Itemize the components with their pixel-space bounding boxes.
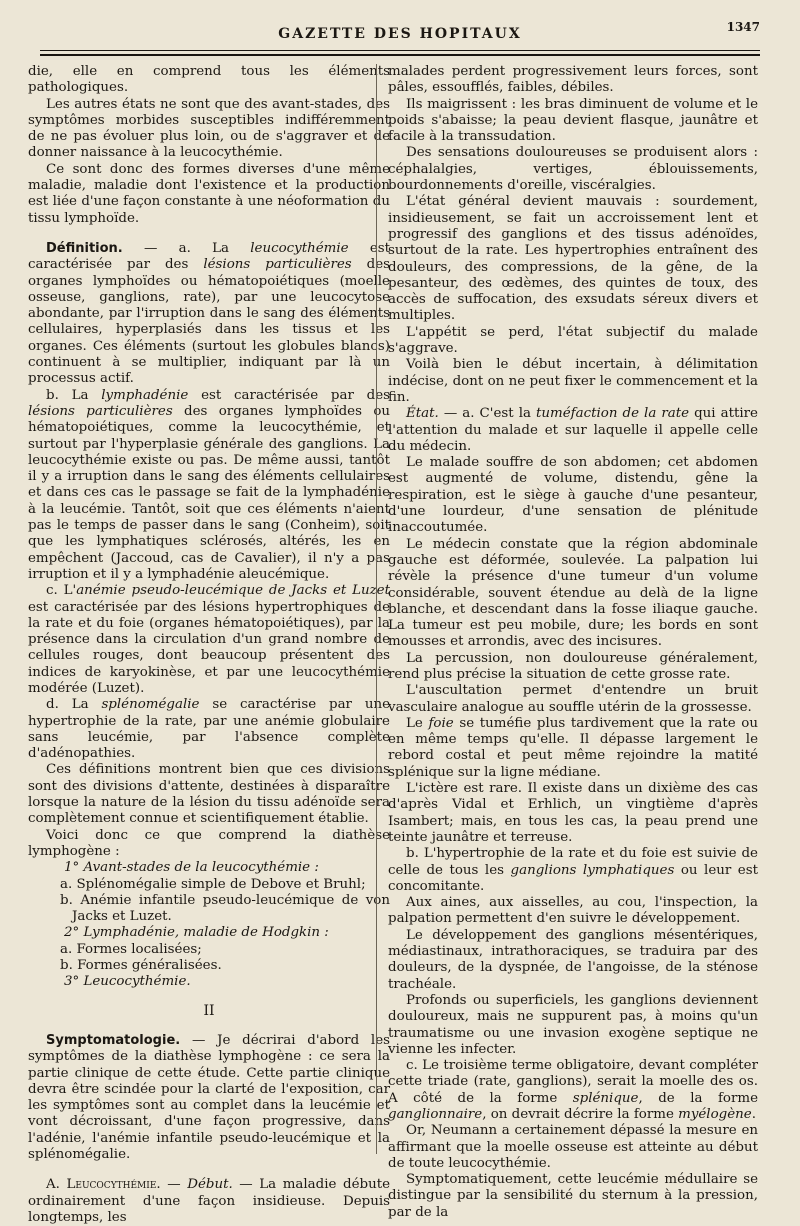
list-item: b. Anémie infantile pseudo-leucémique de von Jacks et Luzet. — [60, 892, 390, 925]
paragraph: L'ictère est rare. Il existe dans un dixième des cas d'après Vidal et Erhlich, un vingtième d'après Isambert; mais, en tous les cas, la peau prend une teinte jaunâtre et terreuse. — [388, 781, 758, 845]
paragraph: Voilà bien le début incertain, à délimitation indécise, dont on ne peut fixer le commencement et la fin. — [388, 357, 758, 405]
paragraph: Ils maigrissent : les bras diminuent de volume et le poids s'abaisse; la peau devient flasque, jaunâtre et facile à la transsudation. — [388, 96, 758, 145]
paragraph: Le malade souffre de son abdomen; cet abdomen est augmenté de volume, distendu, gêne la respiration, est le siège à gauche d'une pesanteur, d'une lourdeur, d'une sensation de plénitude inaccoutumée. — [388, 455, 758, 536]
paragraph: Aux aines, aux aisselles, au cou, l'inspection, la palpation permettent d'en suivre le développement. — [388, 895, 758, 927]
paragraph: Or, Neumann a certainement dépassé la mesure en affirmant que la moelle osseuse est atteinte au début de toute leucocythémie. — [388, 1123, 758, 1171]
etat-paragraph: État. — a. C'est la tuméfaction de la rate qui attire l'attention du malade et sur laquelle il appelle celle du médecin. — [388, 406, 758, 454]
definition-d: d. La splénomégalie se caractérise par une hypertrophie de la rate, par une anémie globulaire sans leucémie, par l'absence complète d'adénopathies. — [28, 697, 390, 762]
paragraph: La percussion, non douloureuse généralement, rend plus précise la situation de cette grosse rate. — [388, 650, 758, 682]
subsection-heading-etat: État. — [406, 406, 439, 422]
subsection-heading: A. Leucocythémie. — [46, 1177, 161, 1193]
paragraph: die, elle en comprend tous les éléments pathologiques. — [28, 64, 390, 96]
right-column — [388, 64, 758, 1220]
paragraph: Symptomatiquement, cette leucémie médullaire se distingue par la sensibilité du sternum à la pression, par de la — [388, 1172, 758, 1220]
paragraph: Le foie se tuméfie plus tardivement que la rate ou en même temps qu'elle. Il dépasse largement le rebord costal et peut même rejoindre la matité splénique sur la ligne médiane. — [388, 715, 758, 780]
section-heading-symptomatology: Symptomatologie. — [46, 1032, 181, 1048]
list-item: 3° Leucocythémie. — [64, 974, 191, 990]
paragraph: Le développement des ganglions mésentériques, médiastinaux, intrathoraciques, se traduira par des douleurs, de la dyspnée, de l'angoisse, de la sténose trachéale. — [388, 927, 758, 992]
list-item: b. Formes généralisées. — [60, 958, 222, 974]
list-item: 2° Lymphadénie, maladie de Hodgkin : — [64, 925, 329, 941]
paragraph: Le médecin constate que la région abdominale gauche est déformée, soulevée. La palpation lui révèle la présence d'une tumeur d'un volume considérable, souvent étendue au delà de la ligne blanche, et descendant dans la fosse iliaque gauche. La tumeur est peu mobile, dure; les bords en sont mousses et arrondis, avec des incisures. — [388, 536, 758, 650]
section-heading-definition: Définition. — [46, 240, 123, 256]
leucocythemia-paragraph: A. Leucocythémie. — Début. — La maladie débute ordinairement d'une façon insidieuse. Depuis longtemps, les — [28, 1177, 391, 1225]
definition-c: c. L'anémie pseudo-leucémique de Jacks et Luzet est caractérisée par des lésions hypertrophiques de la rate et du foie (organes hématopoiétiques), par la présence dans la circulation d'un grand nombre de cellules rouges, dont beaucoup présentent des indices de karyokinèse, et par une leucocythémie modérée (Luzet). — [28, 583, 390, 696]
paragraph: c. Le troisième terme obligatoire, devant compléter cette triade (rate, ganglions), serait la moelle des os. A côté de la forme splénique, de la forme ganglionnaire, on devrait décrire la forme myélogène. — [388, 1058, 758, 1122]
page-header — [40, 18, 760, 48]
list-item: a. Formes localisées; — [60, 941, 202, 957]
journal-title: GAZETTE DES HOPITAUX — [278, 26, 522, 42]
column-divider — [376, 64, 377, 1154]
paragraph: malades perdent progressivement leurs forces, sont pâles, essoufflés, faibles, débiles. — [388, 64, 758, 96]
paragraph: Des sensations douloureuses se produisent alors : céphalalgies, vertiges, éblouissements, bourdonnements d'oreille, viscéralgies. — [388, 145, 758, 194]
definition-a: Définition. — a. La leucocythémie est caractérisée par des lésions particulières des organes lymphoïdes ou hématopoiétiques (moelle osseuse, ganglions, rate), par une leucocytose abondante, par l'irruption dans le sang des éléments cellulaires, hyperplasiés dans les tissus et les organes. Ces éléments (surtout les globules blancs) continuent à se multiplier, indiquant par là un processus actif. — [28, 240, 390, 387]
symptomatology-paragraph: Symptomatologie. — Je décrirai d'abord les symptômes de la diathèse lymphogène : ce sera la partie clinique de cette étude. Cette partie clinique devra être scindée pour la clarté de l'exposition, car les symptômes sont au complet dans la leucémie et vont décroissant, d'une façon progressive, dans l'adénie, l'anémie infantile pseudo-leucémique et la splénomégalie. — [28, 1032, 390, 1162]
paragraph: Les autres états ne sont que des avant-stades, des symptômes morbides susceptibles indifféremment de ne pas évoluer plus loin, ou de s'aggraver et de donner naissance à la leucocythémie. — [28, 96, 390, 161]
list-item: a. Splénomégalie simple de Debove et Bruhl; — [60, 876, 366, 892]
paragraph: L'auscultation permet d'entendre un bruit vasculaire analogue au souffle utérin de la grossesse. — [388, 683, 758, 715]
left-column — [28, 64, 391, 1225]
list-item: 1° Avant-stades de la leucocythémie : — [64, 860, 319, 876]
definition-b: b. La lymphadénie est caractérisée par des lésions particulières des organes lymphoïdes ou hématopoiétiques, comme la leucocythémie, et surtout par l'hyperplasie générale des ganglions. La leucocythémie existe ou pas. De même aussi, tantôt il y a irruption dans le sang des éléments cellulaires et dans ces cas le passage se fait de la lymphadénie à la leucémie. Tantôt, soit que ces éléments n'aient pas le temps de passer dans le sang (Conheim), soit que les lymphatiques sclérosés, altérés, les en empêchent (Jaccoud, cas de Cavalier), il n'y a pas irruption et il y a lymphadénie aleucémique. — [28, 387, 391, 582]
paragraph: Ces définitions montrent bien que ces divisions sont des divisions d'attente, destinées à disparaître lorsque la nature de la lésion du tissu adénoïde sera complètement connue et scientifiquement établie. — [28, 762, 390, 827]
paragraph: Profonds ou superficiels, les ganglions deviennent douloureux, mais ne suppurent pas, à moins qu'un traumatisme ou une invasion exogène septique ne vienne les infecter. — [388, 992, 758, 1057]
header-rule-thick — [40, 54, 760, 56]
paragraph: Voici donc ce que comprend la diathèse lymphogène : — [28, 827, 390, 859]
paragraph: Ce sont donc des formes diverses d'une même maladie, maladie dont l'existence et la production est liée d'une façon constante à une néoformation du tissu lymphoïde. — [28, 161, 390, 226]
paragraph: L'appétit se perd, l'état subjectif du malade s'aggrave. — [388, 324, 758, 357]
paragraph: b. L'hypertrophie de la rate et du foie est suivie de celle de tous les ganglions lymphatiques ou leur est concomitante. — [388, 846, 758, 894]
paragraph: L'état général devient mauvais : sourdement, insidieusement, se fait un accroissement lent et progressif des ganglions et des tissus adénoïdes, surtout de la rate. Les hypertrophies entraînent des douleurs, des compressions, de la gêne, de la pesanteur, des œdèmes, des quintes de toux, des accès de suffocation, des exsudats séreux divers et multiples. — [388, 194, 758, 324]
page-number: 1347 — [726, 20, 760, 34]
header-rule-thin — [40, 50, 760, 51]
section-number: II — [203, 1002, 215, 1019]
